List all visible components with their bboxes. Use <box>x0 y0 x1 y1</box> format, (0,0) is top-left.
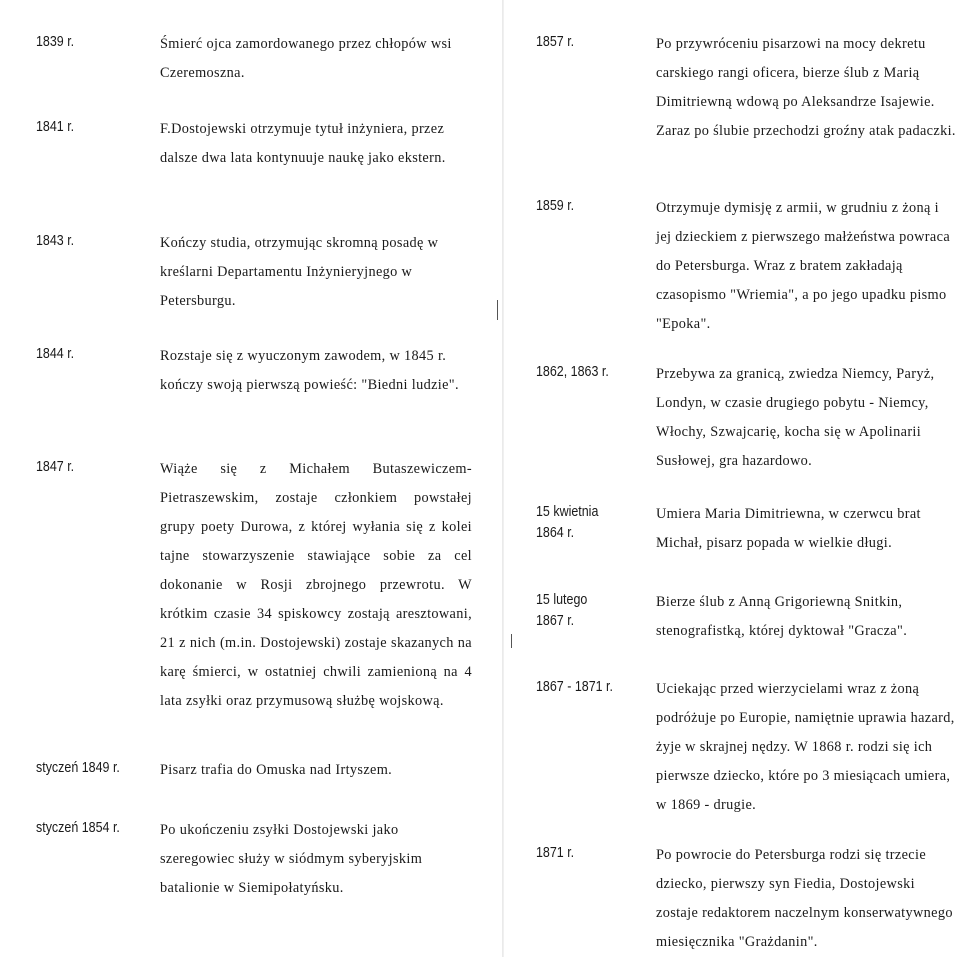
entry-date: 1857 r. <box>536 34 575 50</box>
entry-date: 1867 - 1871 r. <box>536 679 613 695</box>
page-gutter <box>502 0 504 957</box>
entry-text: F.Dostojewski otrzymuje tytuł inżyniera, przez dalsze dwa lata kontynuuje naukę jako ekstern. <box>160 121 446 166</box>
entry-text: Kończy studia, otrzymując skromną posadę w kreślarni Departamentu Inżynieryjnego w Petersburgu. <box>160 235 439 309</box>
entry-text: Otrzymuje dymisję z armii, w grudniu z żoną i jej dzieckiem z pierwszego małżeństwa powraca do Petersburga. Wraz z bratem zakładają czasopismo "Wriemia", a po jego upadku pismo "Epoka". <box>656 200 951 332</box>
entry-date: 15 kwietnia 1864 r. <box>536 504 599 541</box>
entry-date: 1862, 1863 r. <box>536 364 609 380</box>
entry-text: Po powrocie do Petersburga rodzi się trzecie dziecko, pierwszy syn Fiedia, Dostojewski zostaje redaktorem naczelnym konserwatywnego miesięcznika "Grażdanin". <box>656 847 953 950</box>
entry-date: 1841 r. <box>36 119 75 135</box>
entry-date: 1839 r. <box>36 34 75 50</box>
entry-date: styczeń 1854 r. <box>36 820 120 836</box>
entry-text: Wiąże się z Michałem Butaszewiczem-Pietraszewskim, zostaje członkiem powstałej grupy poety Durowa, z której wyłania się z kolei tajne stowarzyszenie stawiające sobie za cel dokonanie w Rosji zbrojnego przewrotu. W krótkim czasie 34 spiskowcy zostają aresztowani, 21 z nich (m.in. Dostojewski) zostaje skazanych na karę śmierci, w ostatniej chwili zamienioną na 4 lata zsyłki oraz przymusową służbę wojskową. <box>160 461 472 709</box>
entry-text: Przebywa za granicą, zwiedza Niemcy, Paryż, Londyn, w czasie drugiego pobytu - Niemcy, Włochy, Szwajcarię, kocha się w Apolinarii Susłowej, gra hazardowo. <box>656 366 935 469</box>
entry-date: 1847 r. <box>36 459 75 475</box>
entry-date: 1843 r. <box>36 233 75 249</box>
entry-text: Śmierć ojca zamordowanego przez chłopów wsi Czeremoszna. <box>160 36 452 81</box>
entry-text: Bierze ślub z Anną Grigoriewną Snitkin, stenografistką, której dyktował "Gracza". <box>656 594 908 639</box>
entry-text: Po ukończeniu zsyłki Dostojewski jako szeregowiec służy w siódmym syberyjskim batalionie w Siemipołatyńsku. <box>160 822 423 896</box>
entry-date: 1844 r. <box>36 346 75 362</box>
right-page <box>506 0 960 957</box>
entry-text: Uciekając przed wierzycielami wraz z żoną podróżuje po Europie, namiętnie uprawia hazard, żyje w skrajnej nędzy. W 1868 r. rodzi się ich pierwsze dziecko, które po 3 miesiącach umiera, w 1869 - drugie. <box>656 681 955 813</box>
entry-text: Pisarz trafia do Omuska nad Irtyszem. <box>160 762 393 778</box>
entry-text: Po przywróceniu pisarzowi na mocy dekretu carskiego rangi oficera, bierze ślub z Marią Dimitriewną wdową po Aleksandrze Isajewie. Zaraz po ślubie przechodzi groźny atak padaczki. <box>656 36 956 139</box>
entry-text: Rozstaje się z wyuczonym zawodem, w 1845 r. kończy swoją pierwszą powieść: "Biedni ludzie". <box>160 348 459 393</box>
entry-date: styczeń 1849 r. <box>36 760 120 776</box>
entry-date: 1871 r. <box>536 845 575 861</box>
entry-text: Umiera Maria Dimitriewna, w czerwcu brat Michał, pisarz popada w wielkie długi. <box>656 506 921 551</box>
entry-date: 1859 r. <box>536 198 575 214</box>
entry-date: 15 lutego 1867 r. <box>536 592 588 629</box>
